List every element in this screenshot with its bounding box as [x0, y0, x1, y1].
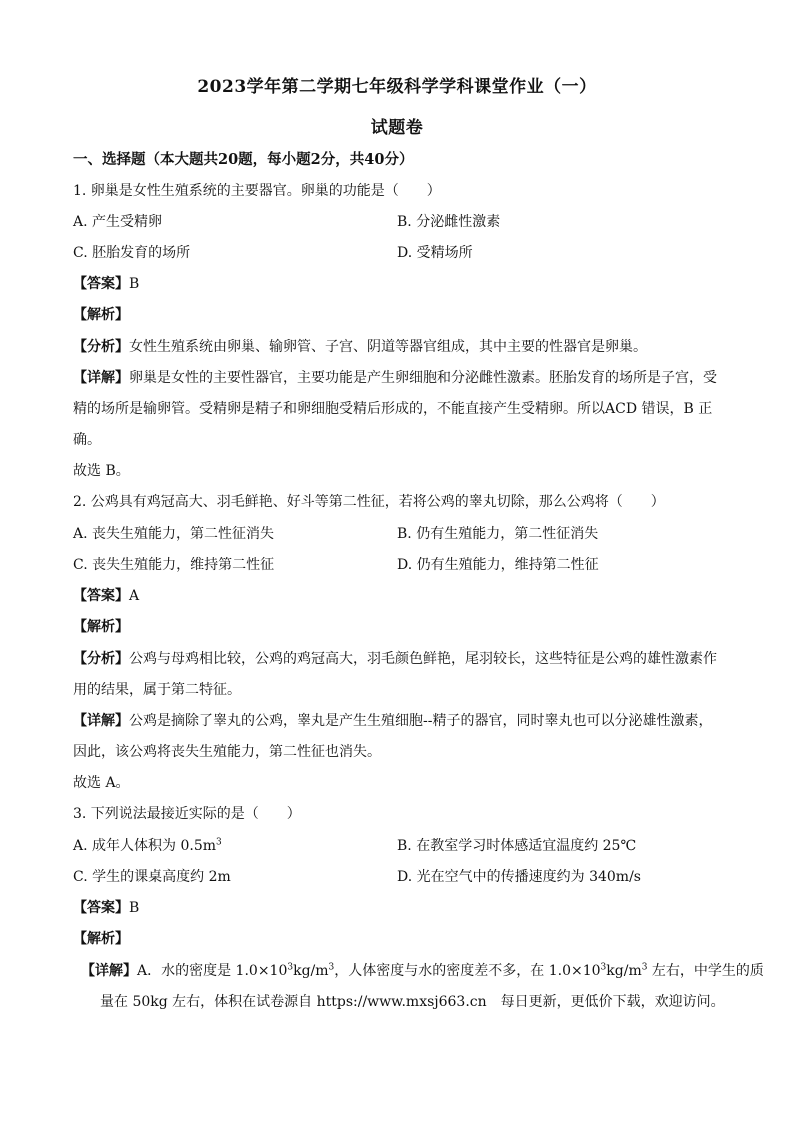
q1-answer: [73, 274, 723, 294]
detail-text: 卵巢是女性的主要性器官，主要功能是产生卵细胞和分泌雌性激素。胚胎发育的场所是子宫，受: [129, 370, 717, 386]
detail-text-part: kg/m: [293, 963, 329, 979]
q3-option-a-text: A. 成年人体积为 0.5m: [73, 838, 217, 854]
q2-analysis-line-2: 用的结果，属于第二特征。: [73, 682, 241, 698]
q2-choice: 故选 A。: [73, 775, 130, 791]
q2-explain-tag: 【解析】: [73, 619, 129, 635]
detail-tag: 【详解】: [73, 370, 129, 386]
q2-option-d: D. 仍有生殖能力，维持第二性征: [397, 557, 599, 573]
q1-explain-tag: 【解析】: [73, 307, 129, 323]
q2-detail-line-1: [73, 711, 723, 731]
section-heading: 一、选择题（本大题共20题，每小题2分，共40分）: [73, 151, 414, 168]
answer-tag: 【答案】: [73, 588, 129, 604]
q1-option-b: B. 分泌雌性激素: [397, 214, 501, 230]
q3-detail-line-2: 量在 50kg 左右，体积在试卷源自 https://www.mxsj663.cn 每日更新，更低价下载，欢迎访问。: [100, 994, 725, 1010]
q2-option-c: C. 丧失生殖能力，维持第二性征: [73, 557, 275, 573]
q2-detail-line-2: 因此，该公鸡将丧失生殖能力，第二性征也消失。: [73, 744, 381, 760]
superscript: 3: [641, 962, 648, 973]
q3-detail-line-1: [81, 961, 764, 981]
superscript: 3: [287, 962, 294, 973]
analysis-tag: 【分析】: [73, 651, 129, 667]
answer-value: B: [129, 276, 140, 292]
q1-detail-line-1: [73, 368, 723, 388]
q3-option-b: B. 在教室学习时体感适宜温度约 25℃: [397, 838, 637, 854]
answer-tag: 【答案】: [73, 276, 129, 292]
page-title: 2023学年第二学期七年级科学学科课堂作业（一）: [197, 77, 597, 97]
analysis-text: 女性生殖系统由卵巢、输卵管、子宫、阴道等器官组成，其中主要的性器官是卵巢。: [129, 339, 647, 355]
q3-answer: [73, 898, 723, 918]
q1-detail-line-2: 精的场所是输卵管。受精卵是精子和卵细胞受精后形成的，不能直接产生受精卵。所以ACD 错误，B 正: [73, 401, 713, 417]
q1-choice: 故选 B。: [73, 463, 130, 479]
detail-tag: 【详解】: [73, 713, 129, 729]
q3-option-c: C. 学生的课桌高度约 2m: [73, 869, 231, 885]
q1-stem: 1. 卵巢是女性生殖系统的主要器官。卵巢的功能是（ ）: [73, 183, 441, 199]
q3-option-d: D. 光在空气中的传播速度约为 340m/s: [397, 869, 641, 885]
analysis-tag: 【分析】: [73, 339, 129, 355]
q2-analysis-line-1: [73, 649, 723, 669]
q1-option-c: C. 胚胎发育的场所: [73, 245, 191, 261]
answer-tag: 【答案】: [73, 900, 129, 916]
q1-detail-line-3: 确。: [73, 432, 101, 448]
detail-text-part: ，人体密度与水的密度差不多，在 1.0×10: [334, 963, 601, 979]
q2-answer: [73, 586, 723, 606]
detail-text-part: 左右，中学生的质: [647, 963, 764, 979]
detail-text-part: kg/m: [606, 963, 642, 979]
q2-option-b: B. 仍有生殖能力，第二性征消失: [397, 526, 599, 542]
analysis-text: 公鸡与母鸡相比较，公鸡的鸡冠高大，羽毛颜色鲜艳，尾羽较长，这些特征是公鸡的雄性激素作: [129, 651, 717, 667]
q1-analysis: [73, 337, 723, 357]
q3-stem: 3. 下列说法最接近实际的是（ ）: [73, 806, 301, 822]
answer-value: B: [129, 900, 140, 916]
q3-explain-tag: 【解析】: [73, 931, 129, 947]
superscript: 3: [600, 962, 607, 973]
page-subtitle: 试题卷: [370, 118, 424, 138]
q1-option-a: A. 产生受精卵: [73, 214, 163, 230]
q1-option-d: D. 受精场所: [397, 245, 473, 261]
q3-option-a: [73, 836, 222, 856]
detail-text-part: A．水的密度是 1.0×10: [137, 963, 288, 979]
superscript: 3: [216, 837, 222, 848]
answer-value: A: [129, 588, 140, 604]
q2-option-a: A. 丧失生殖能力，第二性征消失: [73, 526, 275, 542]
detail-tag: 【详解】: [81, 963, 137, 979]
superscript: 3: [328, 962, 335, 973]
q2-stem: 2. 公鸡具有鸡冠高大、羽毛鲜艳、好斗等第二性征，若将公鸡的睾丸切除，那么公鸡将（ ）: [73, 494, 665, 510]
detail-text: 公鸡是摘除了睾丸的公鸡，睾丸是产生生殖细胞--精子的器官，同时睾丸也可以分泌雄性激素，: [129, 713, 713, 729]
